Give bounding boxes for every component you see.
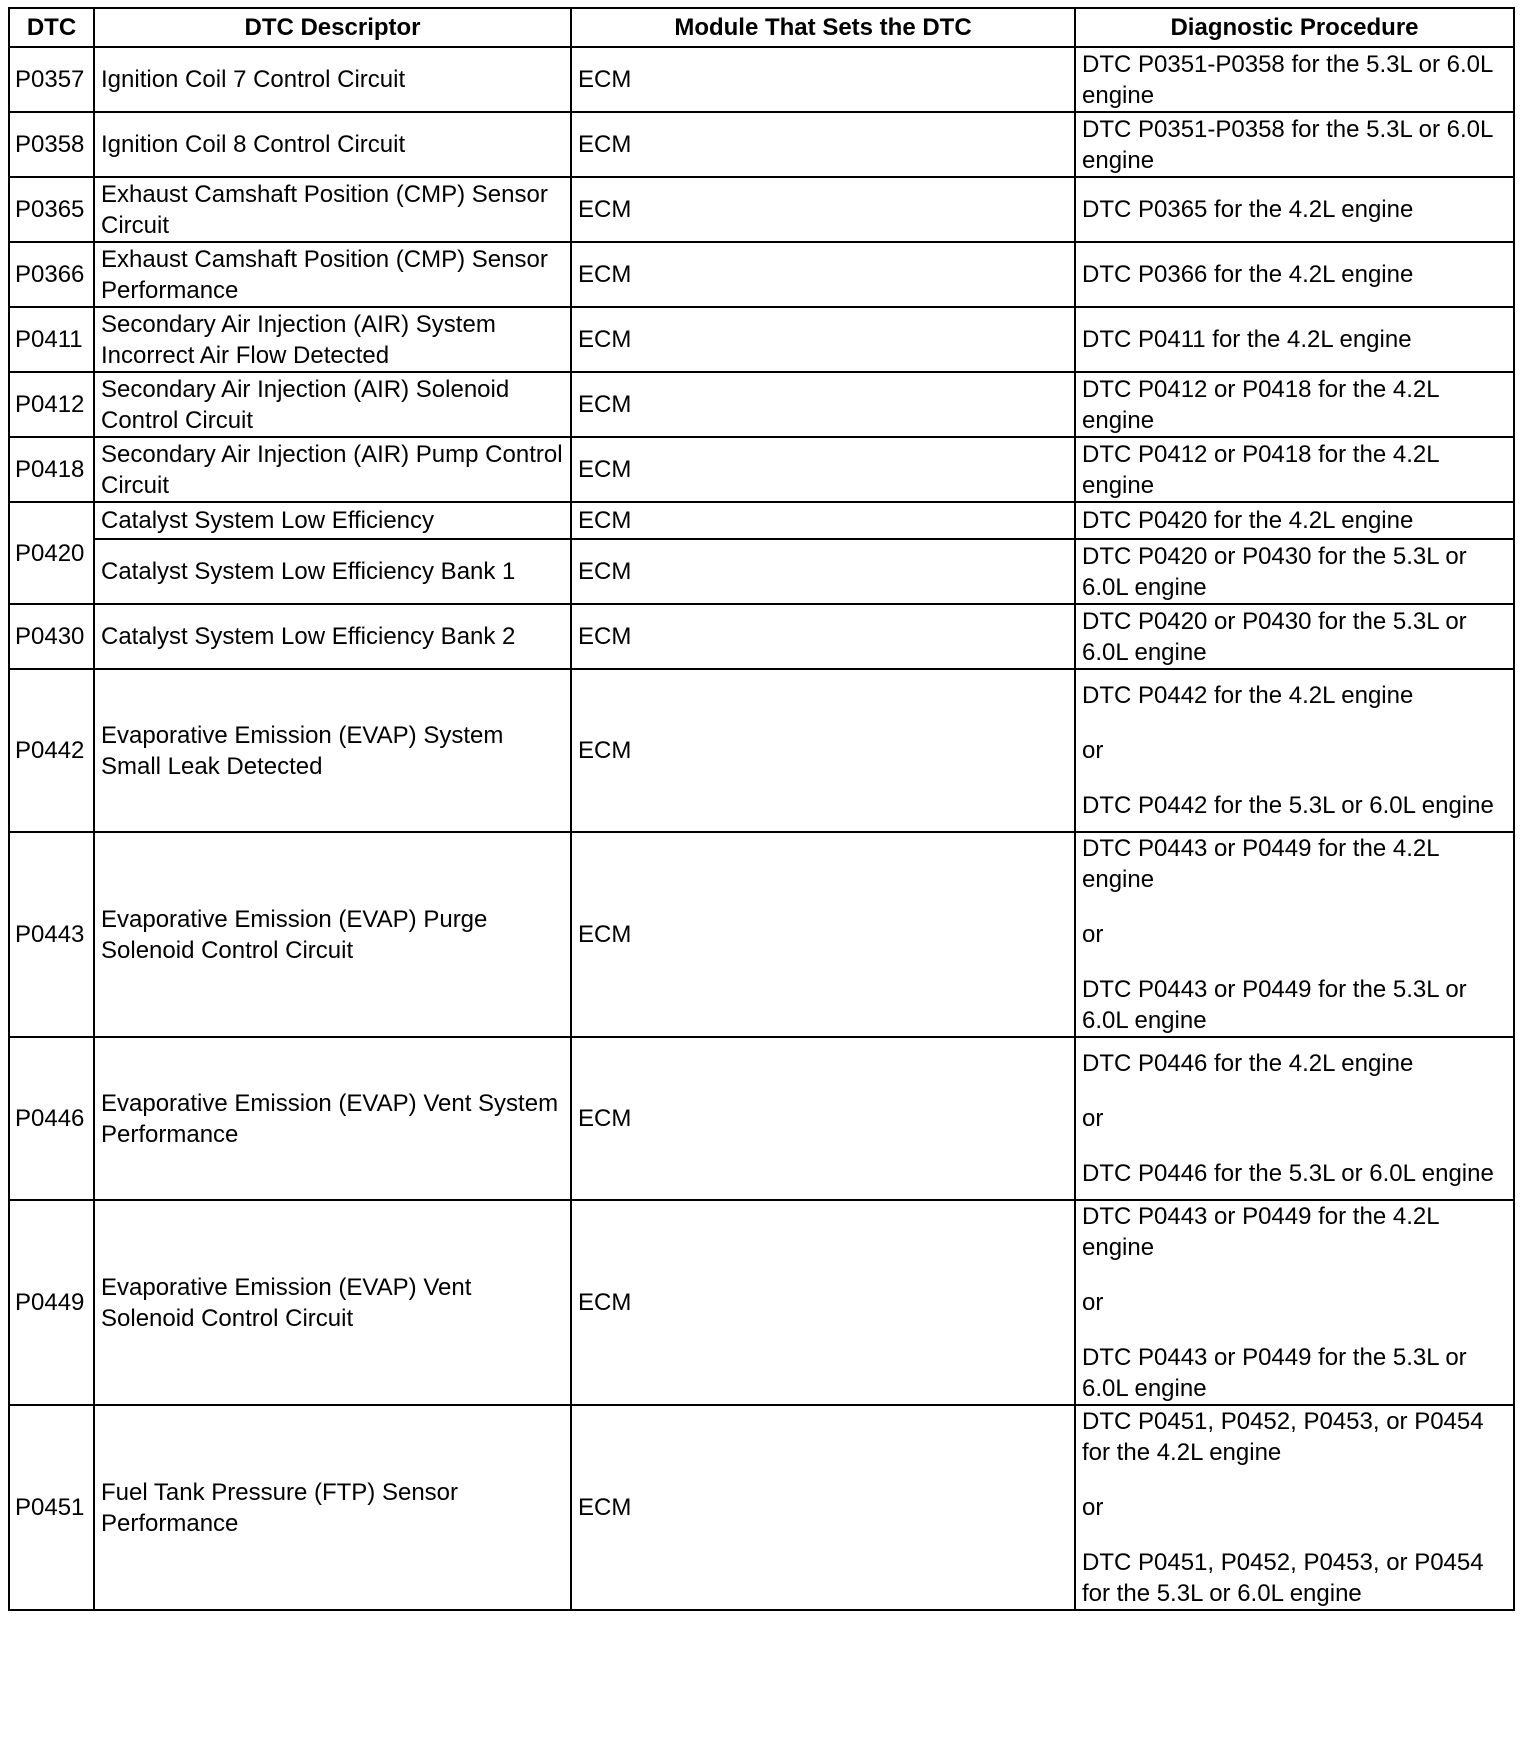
paragraph-gap	[1082, 950, 1507, 974]
paragraph-gap	[1082, 1523, 1507, 1547]
dtc-code-cell: P0442	[9, 669, 94, 832]
module-cell: ECM	[571, 1037, 1075, 1200]
diagnostic-procedure-cell	[1075, 372, 1514, 437]
table-row	[9, 307, 1514, 372]
header-row	[9, 8, 1514, 47]
paragraph-gap	[1082, 895, 1507, 919]
paragraph-gap	[1082, 1263, 1507, 1287]
dtc-code-cell: P0411	[9, 307, 94, 372]
procedure-line: DTC P0443 or P0449 for the 4.2L engine	[1082, 1203, 1439, 1261]
module-cell: ECM	[571, 502, 1075, 539]
dtc-code-cell: P0451	[9, 1405, 94, 1610]
table-row	[9, 832, 1514, 1037]
dtc-descriptor-cell: Evaporative Emission (EVAP) Purge Solenoid Control Circuit	[94, 832, 571, 1037]
table-row	[9, 604, 1514, 669]
procedure-line: DTC P0411 for the 4.2L engine	[1082, 326, 1412, 353]
module-cell: ECM	[571, 47, 1075, 112]
module-cell: ECM	[571, 1200, 1075, 1405]
module-cell: ECM	[571, 1405, 1075, 1610]
procedure-line: DTC P0351-P0358 for the 5.3L or 6.0L engine	[1082, 50, 1493, 109]
procedure-line: DTC P0420 or P0430 for the 5.3L or 6.0L engine	[1082, 607, 1467, 666]
table-row	[9, 372, 1514, 437]
diagnostic-procedure-cell	[1075, 307, 1514, 372]
table-row	[9, 1200, 1514, 1405]
dtc-descriptor-cell: Evaporative Emission (EVAP) System Small Leak Detected	[94, 669, 571, 832]
dtc-descriptor-cell: Secondary Air Injection (AIR) Pump Control Circuit	[94, 437, 571, 502]
dtc-code-cell: P0443	[9, 832, 94, 1037]
dtc-descriptor-cell: Fuel Tank Pressure (FTP) Sensor Performance	[94, 1405, 571, 1610]
dtc-descriptor-cell: Ignition Coil 7 Control Circuit	[94, 47, 571, 112]
table-row	[9, 242, 1514, 307]
procedure-line: DTC P0442 for the 4.2L engine	[1082, 682, 1414, 709]
diagnostic-procedure-cell	[1075, 1405, 1514, 1610]
diagnostic-procedure-cell	[1075, 1200, 1514, 1405]
procedure-line: DTC P0442 for the 5.3L or 6.0L engine	[1082, 792, 1494, 819]
procedure-line: DTC P0443 or P0449 for the 4.2L engine	[1082, 835, 1439, 893]
procedure-line: or	[1082, 1289, 1104, 1316]
paragraph-gap	[1082, 711, 1507, 735]
module-cell: ECM	[571, 307, 1075, 372]
dtc-descriptor-cell: Secondary Air Injection (AIR) Solenoid Control Circuit	[94, 372, 571, 437]
diagnostic-procedure-cell	[1075, 502, 1514, 539]
diagnostic-procedure-cell	[1075, 669, 1514, 832]
table-body	[9, 47, 1514, 1610]
header-dtc: DTC	[9, 8, 94, 47]
dtc-descriptor-cell: Evaporative Emission (EVAP) Vent Solenoid Control Circuit	[94, 1200, 571, 1405]
dtc-descriptor-cell: Evaporative Emission (EVAP) Vent System Performance	[94, 1037, 571, 1200]
procedure-line: DTC P0420 for the 4.2L engine	[1082, 507, 1414, 534]
paragraph-gap	[1082, 1468, 1507, 1492]
procedure-line: DTC P0366 for the 4.2L engine	[1082, 261, 1414, 288]
table-row	[9, 502, 1514, 539]
module-cell: ECM	[571, 669, 1075, 832]
diagnostic-procedure-cell	[1075, 112, 1514, 177]
dtc-code-cell: P0357	[9, 47, 94, 112]
module-cell: ECM	[571, 242, 1075, 307]
dtc-descriptor-cell: Exhaust Camshaft Position (CMP) Sensor Performance	[94, 242, 571, 307]
dtc-code-cell: P0358	[9, 112, 94, 177]
dtc-code-cell: P0446	[9, 1037, 94, 1200]
procedure-line: or	[1082, 1105, 1104, 1132]
procedure-line: DTC P0365 for the 4.2L engine	[1082, 196, 1414, 223]
module-cell: ECM	[571, 539, 1075, 604]
header-descriptor: DTC Descriptor	[94, 8, 571, 47]
module-cell: ECM	[571, 112, 1075, 177]
table-row	[9, 669, 1514, 832]
table-row	[9, 177, 1514, 242]
diagnostic-procedure-cell	[1075, 1037, 1514, 1200]
procedure-line: or	[1082, 921, 1104, 948]
module-cell: ECM	[571, 604, 1075, 669]
dtc-code-cell: P0412	[9, 372, 94, 437]
table-row	[9, 1405, 1514, 1610]
procedure-line: DTC P0412 or P0418 for the 4.2L engine	[1082, 375, 1439, 434]
table-row	[9, 437, 1514, 502]
dtc-code-cell: P0365	[9, 177, 94, 242]
paragraph-gap	[1082, 1134, 1507, 1158]
paragraph-gap	[1082, 1079, 1507, 1103]
module-cell: ECM	[571, 832, 1075, 1037]
module-cell: ECM	[571, 177, 1075, 242]
dtc-descriptor-cell: Catalyst System Low Efficiency Bank 1	[94, 539, 571, 604]
header-module: Module That Sets the DTC	[571, 8, 1075, 47]
dtc-code-cell: P0366	[9, 242, 94, 307]
dtc-table	[8, 7, 1515, 1611]
diagnostic-procedure-cell	[1075, 437, 1514, 502]
diagnostic-procedure-cell	[1075, 539, 1514, 604]
table-row	[9, 1037, 1514, 1200]
header-procedure: Diagnostic Procedure	[1075, 8, 1514, 47]
procedure-line: DTC P0443 or P0449 for the 5.3L or 6.0L engine	[1082, 976, 1467, 1034]
dtc-descriptor-cell: Catalyst System Low Efficiency	[94, 502, 571, 539]
procedure-line: DTC P0446 for the 4.2L engine	[1082, 1050, 1414, 1077]
table-row	[9, 539, 1514, 604]
procedure-line: DTC P0451, P0452, P0453, or P0454 for the 4.2L engine	[1082, 1408, 1484, 1466]
dtc-code-cell: P0420	[9, 502, 94, 604]
module-cell: ECM	[571, 437, 1075, 502]
diagnostic-procedure-cell	[1075, 47, 1514, 112]
procedure-line: DTC P0351-P0358 for the 5.3L or 6.0L engine	[1082, 115, 1493, 174]
procedure-line: DTC P0443 or P0449 for the 5.3L or 6.0L engine	[1082, 1344, 1467, 1402]
dtc-code-cell: P0449	[9, 1200, 94, 1405]
table-row	[9, 112, 1514, 177]
procedure-line: DTC P0446 for the 5.3L or 6.0L engine	[1082, 1160, 1494, 1187]
diagnostic-procedure-cell	[1075, 242, 1514, 307]
procedure-line: or	[1082, 737, 1104, 764]
procedure-line: DTC P0412 or P0418 for the 4.2L engine	[1082, 440, 1439, 499]
paragraph-gap	[1082, 766, 1507, 790]
dtc-descriptor-cell: Ignition Coil 8 Control Circuit	[94, 112, 571, 177]
dtc-descriptor-cell: Catalyst System Low Efficiency Bank 2	[94, 604, 571, 669]
procedure-line: or	[1082, 1494, 1104, 1521]
dtc-code-cell: P0418	[9, 437, 94, 502]
paragraph-gap	[1082, 1318, 1507, 1342]
dtc-descriptor-cell: Secondary Air Injection (AIR) System Incorrect Air Flow Detected	[94, 307, 571, 372]
procedure-line: DTC P0420 or P0430 for the 5.3L or 6.0L engine	[1082, 542, 1467, 601]
module-cell: ECM	[571, 372, 1075, 437]
dtc-code-cell: P0430	[9, 604, 94, 669]
table-row	[9, 47, 1514, 112]
procedure-line: DTC P0451, P0452, P0453, or P0454 for the 5.3L or 6.0L engine	[1082, 1549, 1484, 1607]
diagnostic-procedure-cell	[1075, 604, 1514, 669]
diagnostic-procedure-cell	[1075, 177, 1514, 242]
dtc-descriptor-cell: Exhaust Camshaft Position (CMP) Sensor Circuit	[94, 177, 571, 242]
diagnostic-procedure-cell	[1075, 832, 1514, 1037]
